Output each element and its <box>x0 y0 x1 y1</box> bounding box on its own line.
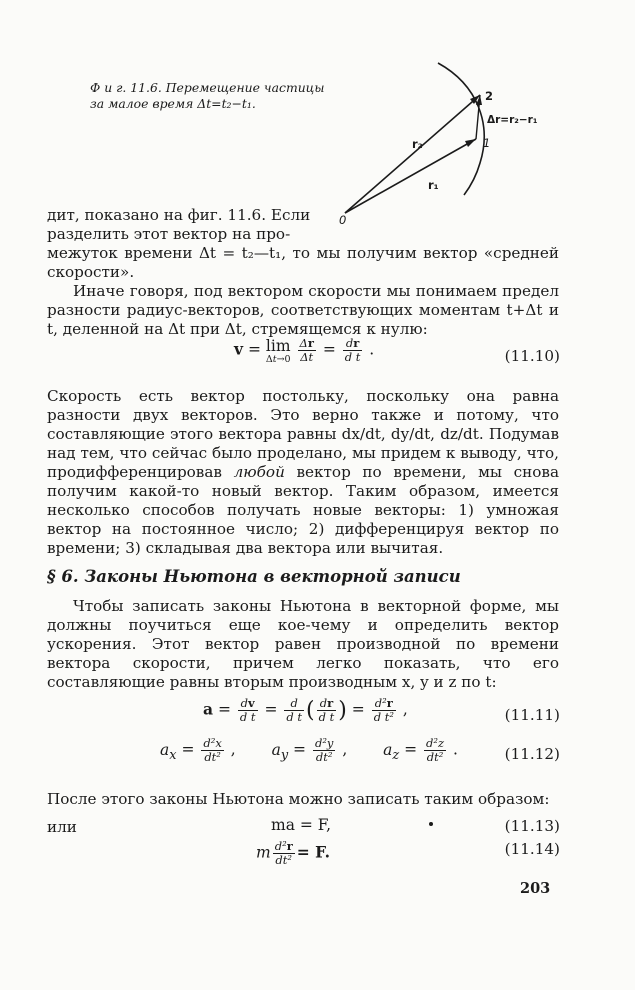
equation-11-13: ma = F, <box>271 816 332 834</box>
section-heading: § 6. Законы Ньютона в векторной записи <box>47 567 461 586</box>
text-line-c: межуток времени Δt = t₂—t₁, то мы получим вектор «средней скорости». <box>47 244 559 281</box>
paragraph-acceleration: Чтобы записать законы Ньютона в векторной форме, мы должны поучиться еще кое-чему и определить вектор ускорения. Этот вектор равен производной по времени вектора скорости, причем легко показать, что его составляющие равны вторым производным x, y и z по t: <box>47 597 559 691</box>
equation-number-11-14: (11.14) <box>504 840 560 858</box>
label-origin: 0 <box>339 213 347 227</box>
equation-11-14: m $\frac{\text{d²r}}{\text{dt²}}$ = F. <box>256 839 330 867</box>
figure-caption-line1: Ф и г. 11.6. Перемещение частицы <box>90 80 325 95</box>
page-number: 203 <box>520 880 551 897</box>
label-r2: r₂ <box>412 137 423 151</box>
equation-number-11-12: (11.12) <box>504 745 560 763</box>
word-or: или <box>47 818 77 836</box>
paragraph-vector-derivative-part2: вектор по времени, мы снова получим какой-то новый вектор. Таким образом, имеется несколько способов получать новые векторы: 1) умножая вектор на постоянное число; 2) дифференцируя вектор по времени; 3) складывая два вектора или вычитая. <box>47 463 560 557</box>
equation-11-10: v = lim Δt→0 $\frac{\Delta r}{\Delta t}$ = $\frac{dr}{\text{d t}}$ . <box>234 336 375 365</box>
label-point2: 2 <box>485 89 494 103</box>
vector-r2 <box>345 95 480 213</box>
label-delta-r: Δr=r₂−r₁ <box>487 114 538 126</box>
text-line-b: разделить этот вектор на про- <box>47 225 291 243</box>
label-r1: r₁ <box>428 178 439 192</box>
paragraph-vector-derivative-part1: Скорость есть вектор постольку, поскольку она равна разности двух векторов. Это верно также и потому, что составляющие этого вектора равны dx/dt, dy/dt, dz/dt. Подумав над тем, что сейчас было проделано, мы придем к выводу, что, продифференцировав <box>47 387 559 481</box>
equation-number-11-11: (11.11) <box>504 706 560 724</box>
figure-caption-line2: за малое время Δt=t₂−t₁. <box>90 96 256 111</box>
ink-dot <box>429 822 433 826</box>
displacement-diagram <box>330 55 560 230</box>
equation-number-11-10: (11.10) <box>504 347 560 365</box>
paragraph-newton-laws: После этого законы Ньютона можно записать таким образом: <box>47 790 550 808</box>
paragraph-velocity-definition: Иначе говоря, под вектором скорости мы понимаем предел разности радиус-векторов, соответствующих моментам t+Δt и t, деленной на Δt при Δt, стремящемся к нулю: <box>47 282 559 338</box>
figure-caption <box>90 80 324 112</box>
equation-11-11: a = $\frac{dv}{\text{d t}}$ = $\frac{d}{\text{d t}}$ ( $\frac{dr}{\text{d t}}$ ) = $\frac{\text{d²r}}{\text{d t²}}$ , <box>203 696 408 724</box>
equation-11-12: $a_x$ = $\frac{\text{d²x}}{\text{dt²}}$ , $a_y$ = $\frac{\text{d²y}}{\text{dt²}}$ , $a_z$ = $\frac{\text{d²z}}{\text{dt²}}$ . <box>160 736 458 764</box>
label-point1: 1 <box>483 136 491 150</box>
vector-r1 <box>345 139 476 213</box>
text-line-a: дит, показано на фиг. 11.6. Если <box>47 206 311 224</box>
paragraph-vector-derivative <box>47 387 559 558</box>
equation-11-14-rhs: = F. <box>296 842 330 862</box>
emphasis-any: любой <box>233 463 285 481</box>
equation-number-11-13: (11.13) <box>504 817 560 835</box>
